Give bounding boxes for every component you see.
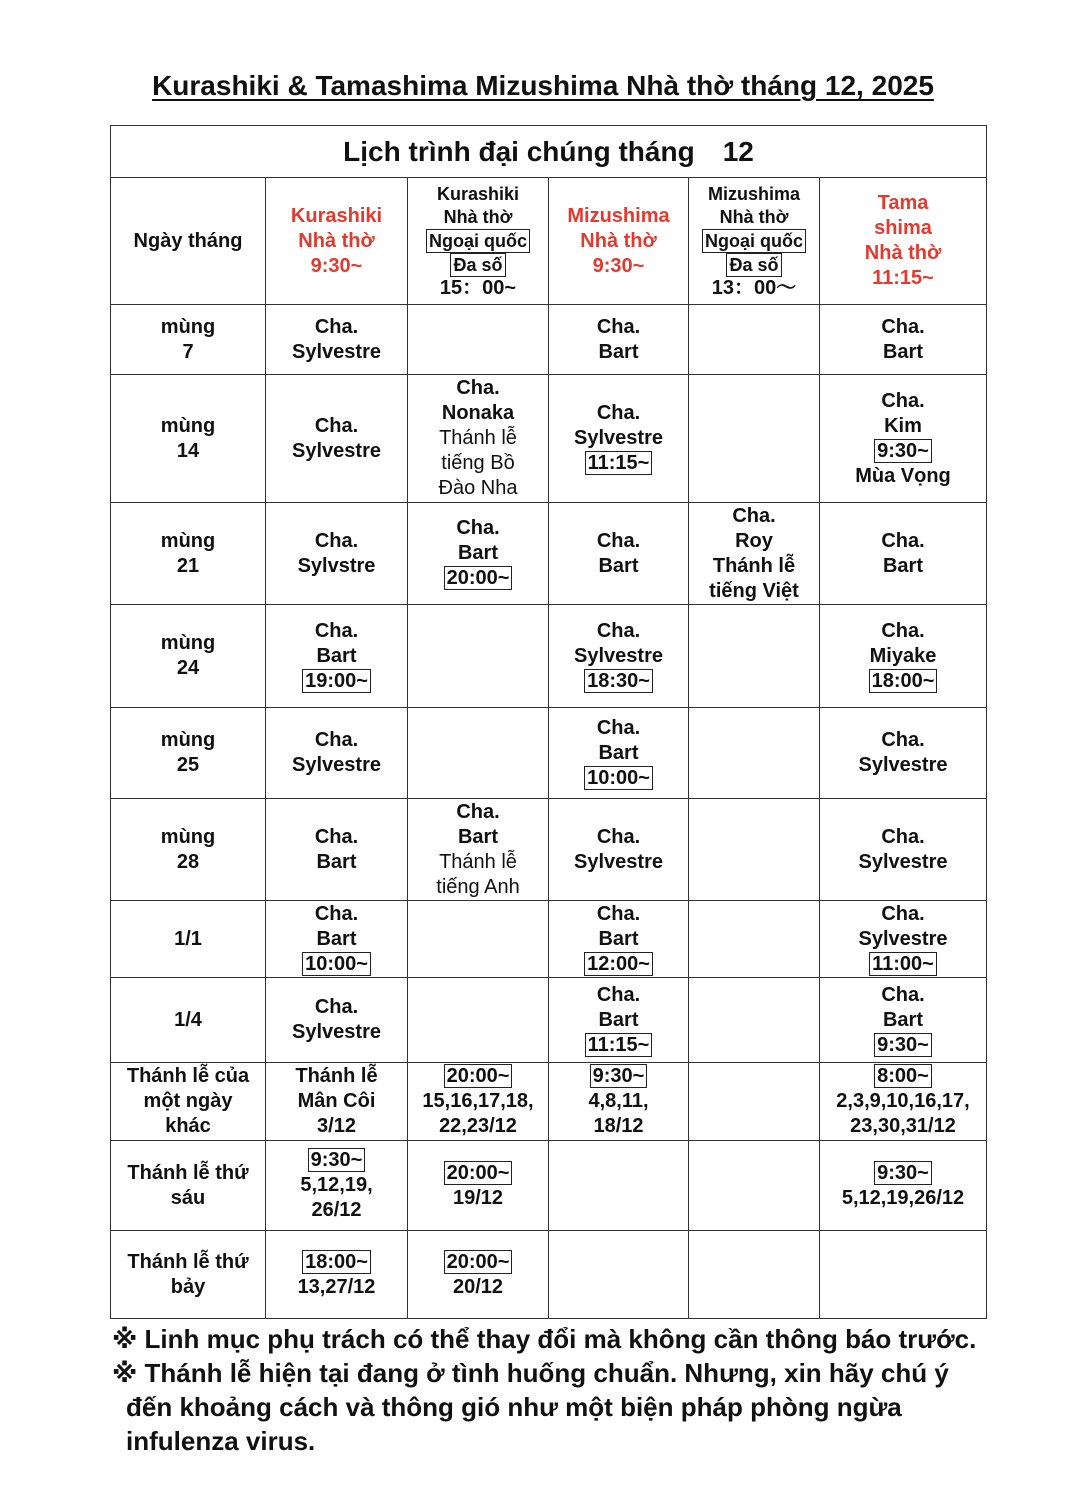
schedule-cell [689, 1141, 820, 1231]
schedule-cell [689, 605, 820, 708]
schedule-cell [549, 605, 689, 708]
boxed-label: Ngoại quốc [702, 229, 806, 253]
table-row [111, 305, 987, 375]
cell-text: Bart [457, 825, 498, 848]
cell-text: 3/12 [317, 1115, 356, 1137]
cell-text: 25 [176, 754, 200, 776]
schedule-cell [549, 901, 689, 978]
cell-text: Sylvestre [292, 439, 381, 462]
cell-text: 5,12,19,26/12 [841, 1186, 965, 1209]
cell-text: mùng [160, 729, 216, 751]
cell-text: Cha. [314, 529, 359, 552]
schedule-cell [689, 305, 820, 375]
time-box: 11:15~ [585, 1033, 653, 1057]
cell-text: Cha. [456, 377, 500, 399]
schedule-cell [408, 305, 549, 375]
table-row [111, 1063, 987, 1141]
cell-text: tiếng Anh [436, 875, 520, 898]
date-cell [111, 978, 266, 1063]
cell-text: Sylvestre [858, 850, 948, 873]
cell-text: Cha. [732, 504, 776, 527]
date-cell [111, 1231, 266, 1319]
time-box: 9:30~ [874, 439, 932, 463]
cell-text: Thánh lễ của [126, 1065, 250, 1087]
cell-text: Cha. [881, 389, 925, 412]
cell-text: Cha. [881, 315, 925, 338]
cell-text: Sylvestre [858, 754, 948, 776]
cell-text: 19/12 [452, 1186, 504, 1209]
time-box: 10:00~ [302, 952, 371, 976]
table-row [111, 978, 987, 1063]
schedule-cell [820, 978, 987, 1063]
cell-text: Bart [882, 340, 923, 363]
table-caption: Lịch trình đại chúng tháng 12 [111, 126, 987, 178]
cell-text: Cha. [314, 414, 359, 437]
time-box: 20:00~ [444, 1161, 513, 1185]
schedule-cell [820, 1141, 987, 1231]
cell-text: Cha. [881, 729, 925, 751]
date-cell [111, 605, 266, 708]
cell-text: Cha. [314, 825, 359, 848]
time-box: 18:00~ [869, 669, 938, 693]
schedule-cell [549, 799, 689, 901]
schedule-cell [820, 708, 987, 799]
schedule-cell [689, 708, 820, 799]
schedule-cell [820, 605, 987, 708]
cell-text: Cha. [314, 619, 359, 642]
cell-text: Sylvestre [574, 850, 663, 873]
date-cell [111, 1141, 266, 1231]
schedule-cell [266, 1231, 408, 1319]
time-box: 20:00~ [444, 1250, 513, 1274]
cell-text: Cha. [596, 529, 641, 552]
header-kurashiki-intl: Kurashiki Nhà thờ Ngoại quốc Đa số 15：00~ [408, 178, 549, 305]
schedule-cell [549, 503, 689, 605]
cell-text: Kim [884, 414, 922, 437]
schedule-cell [689, 799, 820, 901]
cell-text: Cha. [596, 402, 641, 424]
schedule-cell [266, 605, 408, 708]
cell-text: 24 [176, 657, 200, 679]
cell-text: Cha. [881, 902, 925, 925]
cell-text: Miyake [869, 644, 937, 667]
cell-text: 22,23/12 [439, 1115, 517, 1137]
cell-text: Cha. [881, 983, 925, 1006]
table-row [111, 1141, 987, 1231]
cell-text: Sylvestre [292, 754, 381, 776]
time-box: 11:15~ [585, 451, 653, 475]
cell-text: 2,3,9,10,16,17, [836, 1090, 970, 1112]
schedule-cell [266, 1141, 408, 1231]
schedule-cell [408, 708, 549, 799]
cell-text: Roy [735, 529, 773, 552]
cell-text: mùng [160, 315, 216, 338]
cell-text: 21 [176, 554, 200, 577]
schedule-cell [408, 1141, 549, 1231]
header-date: Ngày tháng [111, 178, 266, 305]
cell-text: Thánh lễ thứ [127, 1250, 249, 1273]
cell-text: Bart [598, 741, 639, 764]
schedule-cell [266, 1063, 408, 1141]
schedule-cell [266, 978, 408, 1063]
cell-text: 26/12 [311, 1199, 362, 1221]
cell-text: 1/4 [174, 1008, 202, 1031]
schedule-cell [689, 503, 820, 605]
cell-text: Sylvestre [292, 340, 381, 363]
cell-text: Thánh lễ [712, 554, 796, 577]
cell-text: Cha. [456, 800, 500, 823]
cell-text: Đào Nha [438, 477, 518, 499]
schedule-cell [408, 978, 549, 1063]
cell-text: khác [165, 1115, 211, 1137]
cell-text: 15,16,17,18, [422, 1090, 534, 1112]
schedule-cell [689, 375, 820, 503]
cell-text: 23,30,31/12 [850, 1115, 956, 1137]
cell-text: Mân Côi [297, 1090, 376, 1112]
cell-text: mùng [160, 825, 216, 848]
note-line: infulenza virus. [126, 1426, 316, 1456]
cell-text: Bart [882, 1008, 923, 1031]
schedule-cell [266, 708, 408, 799]
cell-text: Bart [598, 1008, 639, 1031]
schedule-cell [408, 1231, 549, 1319]
cell-text: Bart [882, 554, 923, 577]
schedule-cell [266, 375, 408, 503]
table-row [111, 901, 987, 978]
schedule-cell [266, 503, 408, 605]
schedule-cell [408, 1063, 549, 1141]
cell-text: 1/1 [174, 927, 202, 950]
time-box: 20:00~ [444, 1064, 513, 1088]
date-cell [111, 708, 266, 799]
cell-text: Cha. [881, 825, 925, 848]
cell-text: Cha. [881, 619, 925, 642]
header-mizushima: Mizushima Nhà thờ 9:30~ [549, 178, 689, 305]
schedule-cell [689, 1063, 820, 1141]
header-tamashima: Tama shima Nhà thờ 11:15~ [820, 178, 987, 305]
schedule-cell [549, 1063, 689, 1141]
page-title: Kurashiki & Tamashima Mizushima Nhà thờ tháng 12, 2025 [152, 70, 934, 101]
time-box: 18:00~ [302, 1250, 371, 1274]
cell-text: tiếng Việt [709, 579, 799, 602]
schedule-cell [689, 1231, 820, 1319]
cell-text: 20/12 [452, 1275, 504, 1298]
schedule-cell [266, 305, 408, 375]
note-line: ※ Thánh lễ hiện tại đang ở tình huống chuẩn. Nhưng, xin hãy chú ý [112, 1358, 949, 1388]
schedule-cell [549, 1141, 689, 1231]
date-cell [111, 305, 266, 375]
date-cell [111, 375, 266, 503]
cell-text: Bart [316, 850, 357, 873]
schedule-cell [549, 1231, 689, 1319]
schedule-cell [549, 375, 689, 503]
table-row [111, 605, 987, 708]
schedule-cell [408, 799, 549, 901]
time-box: 9:30~ [874, 1033, 932, 1057]
cell-text: Cha. [596, 983, 641, 1006]
cell-text: Cha. [596, 825, 641, 848]
schedule-cell [689, 978, 820, 1063]
schedule-cell [820, 799, 987, 901]
cell-text: 18/12 [593, 1115, 644, 1137]
cell-text: Cha. [456, 517, 500, 539]
cell-text: bảy [170, 1275, 206, 1298]
cell-text: 28 [176, 850, 200, 873]
cell-text: Cha. [596, 716, 641, 739]
cell-text: 13,27/12 [297, 1275, 376, 1298]
cell-text: Cha. [314, 729, 359, 751]
cell-text: Thánh lễ thứ [127, 1161, 249, 1184]
cell-text: Cha. [314, 996, 359, 1018]
cell-text: Bart [598, 927, 639, 950]
table-row [111, 503, 987, 605]
cell-text: mùng [160, 632, 216, 654]
cell-text: Sylvestre [292, 1021, 381, 1043]
schedule-cell [549, 708, 689, 799]
cell-text: Sylvstre [297, 554, 376, 577]
time-box: 20:00~ [444, 566, 513, 590]
schedule-cell [408, 901, 549, 978]
header-kurashiki: Kurashiki Nhà thờ 9:30~ [266, 178, 408, 305]
boxed-label: Ngoại quốc [426, 229, 530, 253]
schedule-cell [820, 375, 987, 503]
time-box: 11:00~ [869, 952, 937, 976]
cell-text: 5,12,19, [300, 1174, 373, 1196]
schedule-cell [408, 605, 549, 708]
cell-text: Thánh lễ [295, 1065, 378, 1087]
schedule-cell [820, 1231, 987, 1319]
cell-text: Sylvestre [858, 927, 948, 950]
cell-text: Cha. [596, 619, 641, 642]
time-box: 9:30~ [590, 1064, 648, 1088]
cell-text: mùng [160, 529, 216, 552]
time-box: 9:30~ [308, 1148, 366, 1172]
schedule-cell [820, 901, 987, 978]
cell-text: mùng [160, 414, 216, 437]
cell-text: Cha. [314, 902, 359, 925]
schedule-cell [820, 305, 987, 375]
schedule-cell [266, 901, 408, 978]
cell-text: Cha. [314, 315, 359, 338]
note-line: đến khoảng cách và thông gió như một biện pháp phòng ngừa [126, 1392, 902, 1422]
cell-text: 14 [176, 439, 200, 462]
boxed-label: Đa số [726, 253, 781, 277]
mass-schedule-table [110, 125, 987, 1319]
cell-text: 7 [182, 340, 194, 363]
cell-text: Cha. [596, 902, 641, 925]
date-cell [111, 1063, 266, 1141]
cell-text: 4,8,11, [588, 1090, 649, 1112]
schedule-cell [820, 503, 987, 605]
time-box: 9:30~ [874, 1161, 932, 1185]
cell-text: Bart [316, 927, 357, 950]
cell-text: Bart [316, 644, 357, 667]
header-mizushima-intl: Mizushima Nhà thờ Ngoại quốc Đa số 13：00～ [689, 178, 820, 305]
schedule-cell [408, 503, 549, 605]
cell-text: Thánh lễ [439, 427, 517, 449]
cell-text: Bart [598, 554, 639, 577]
schedule-cell [549, 978, 689, 1063]
schedule-cell [266, 799, 408, 901]
header-row [111, 178, 987, 305]
time-box: 12:00~ [584, 952, 653, 976]
schedule-cell [549, 305, 689, 375]
cell-text: Bart [457, 542, 498, 564]
table-row [111, 708, 987, 799]
cell-text: sáu [170, 1186, 206, 1209]
cell-text: Cha. [596, 315, 641, 338]
table-row [111, 1231, 987, 1319]
cell-text: Thánh lễ [439, 850, 517, 873]
time-box: 10:00~ [584, 766, 653, 790]
cell-text: Sylvestre [574, 644, 663, 667]
notes [112, 1322, 1052, 1458]
schedule-cell [689, 901, 820, 978]
cell-text: Bart [598, 340, 639, 363]
cell-text: Cha. [881, 529, 925, 552]
date-cell [111, 799, 266, 901]
cell-text: Sylvestre [574, 427, 663, 449]
boxed-label: Đa số [450, 253, 505, 277]
time-box: 19:00~ [302, 669, 371, 693]
table-row [111, 375, 987, 503]
schedule-cell [820, 1063, 987, 1141]
date-cell [111, 503, 266, 605]
cell-text: Nonaka [441, 402, 515, 424]
cell-text: tiếng Bồ [441, 452, 515, 474]
date-cell [111, 901, 266, 978]
table-row [111, 799, 987, 901]
note-line: ※ Linh mục phụ trách có thể thay đổi mà không cần thông báo trước. [112, 1324, 977, 1354]
schedule-body [111, 305, 987, 1319]
cell-text: một ngày [143, 1090, 233, 1112]
cell-text: Mùa Vọng [855, 464, 951, 487]
schedule-cell [408, 375, 549, 503]
time-box: 18:30~ [584, 669, 653, 693]
time-box: 8:00~ [874, 1064, 932, 1088]
